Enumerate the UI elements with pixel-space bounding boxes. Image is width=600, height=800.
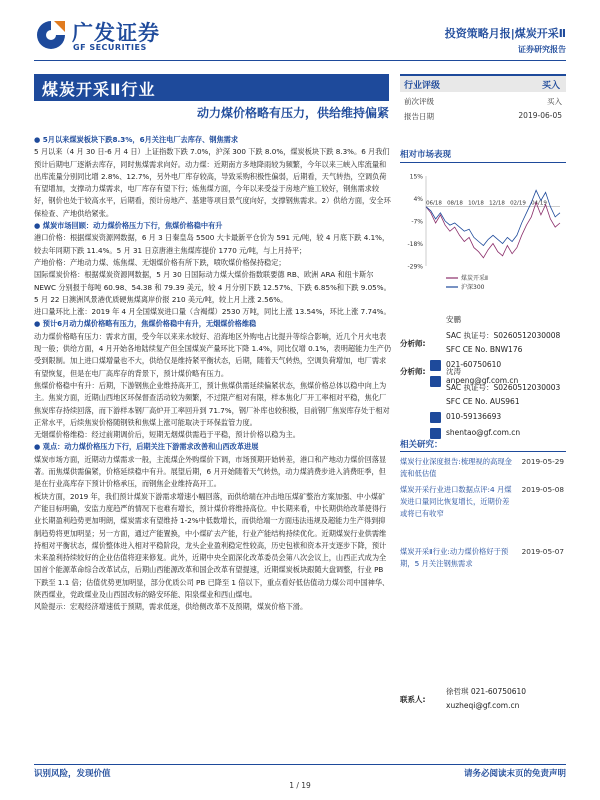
industry-title: 煤炭开采Ⅱ行业 bbox=[42, 80, 156, 99]
paragraph-anthracite: 无烟煤价格维稳：经过前期调价后，短期无烟煤供需趋于平稳，预计价格以稳为主。 bbox=[34, 430, 300, 440]
section-heading-4: ● 观点：动力煤价格压力下行，后期关注下游需求改善和山西改革进展 bbox=[34, 442, 259, 452]
analyst-sac: SAC 执证号：S0260512030008 bbox=[446, 331, 561, 340]
y-tick-label: -18% bbox=[407, 241, 423, 248]
related-item-text[interactable]: 煤炭开采Ⅱ行业:动力煤价格好于预期，5 月关注钢焦需求 bbox=[400, 547, 509, 568]
related-item-text[interactable]: 煤炭开采行业进口数据点评:4 月煤炭进口量同比恢复增长，近期价差或将已有收窄 bbox=[400, 485, 512, 518]
page-header bbox=[0, 0, 600, 62]
related-item-text[interactable]: 煤炭行业深度报告:梳理视的高现金流和低估值 bbox=[400, 457, 512, 478]
series-line-2 bbox=[426, 190, 560, 245]
bullet-icon: ● bbox=[34, 135, 43, 144]
report-date-row bbox=[404, 111, 562, 122]
analyst-phone: 010-59136693 bbox=[446, 412, 502, 421]
contact-name: 徐哲琪 021-60750610 bbox=[446, 687, 527, 696]
y-tick-label: 4% bbox=[413, 196, 423, 203]
prev-rating-row bbox=[404, 96, 562, 107]
bullet-icon: ● bbox=[34, 442, 43, 452]
rating-value: 买入 bbox=[541, 81, 560, 91]
paragraph-sector-view: 板块方面，2019 年，我们预计煤炭下游需求增速小幅回落，而供给端在冲击地压煤矿整治方案加强、中小煤矿产能目标明确，安监力度趋严的情况下也难有增长，预计煤价将维持高位。中长期来看，中长期供给改革使得行业长期盈利趋势更加明朗，煤炭需求有望维持 1-2%中低数增长，而供给端一方面违法违规及超能力生产得到抑制趋势将更加明显；另一方面，通过产能置换，中小煤矿去产能，行业产能结构持续优化。近期煤炭行业供需维持相对平衡状态，煤价整体进入相对平稳阶段，龙头企业盈利稳定性较高，历史包袱和资本开支逐步下降，预计未来盈利持续较好的企业估值将迎来修复。此外，近期中央全面深化改革委员会第八次会议上，山西正式成为全国首个能源革命综合改革试点，后期山西能源改革和国企改革有望提速，近期煤炭板块跟随大盘调整，行业 PB 下跌至 1.1 倍；估值优势更加明显，部分优质公司 PB 已降至 1 倍以下，重点看好低估值动力煤公司中国神华、陕西煤业，党政煤业及山西国改标的路安环能、阳泉煤业和西山煤电。 bbox=[34, 491, 390, 599]
paragraph-port-price: 港口价格：根据煤炭资源网数据，6 月 3 日秦皇岛 5500 大卡最新平仓价为 591 元/吨，较 4 月底下跌 4.1%，较去年同期下跌 11.4%。5 月 31 日京唐港主焦煤库提价 1770 元/吨，与上月持平； bbox=[34, 233, 390, 255]
analyst-email[interactable]: shentao@gf.com.cn bbox=[446, 428, 521, 437]
related-item[interactable] bbox=[400, 546, 566, 570]
report-subtype: 证券研究报告 bbox=[518, 45, 566, 54]
analyst-label: 分析师: bbox=[400, 339, 426, 348]
logo-text-en: GF SECURITIES bbox=[73, 43, 147, 52]
rating-bar bbox=[400, 74, 566, 92]
related-item-date: 2019-05-08 bbox=[521, 485, 564, 494]
y-tick-label: -29% bbox=[407, 263, 423, 271]
footer-divider bbox=[34, 764, 566, 765]
legend-label: 沪深300 bbox=[461, 284, 485, 291]
paragraph-1: 5 月以来（4 月 30 日-6 月 4 日）上证指数下跌 7.0%，沪深 300 下跌 8.0%，煤炭板块下跌 8.3%。6 月我们预计后期电厂逐渐去库存，同时焦煤需求向好。动力煤：近期南方多地降雨较为频繁，今年以来三峡入库流量和出库流量分别同比增 2.8%、12.7%，另外电厂库存较高，导致采购积极性偏弱，后期看，天气转热，空调负荷有望增加，支撑动力煤需求，电厂库存有望下行；炼焦煤方面，今年以来受益于房地产施工较好，钢焦需求较好，钢价也处于较高水平，后期看，预计房地产、基建等项目景气度向好，支撑钢焦需求。2）供给方面，安全环保检查、产地供给紧张。 bbox=[34, 147, 391, 218]
series-line-1 bbox=[426, 200, 560, 258]
page-number: 1 / 19 bbox=[289, 781, 311, 790]
section-heading-1: ● 5月以来煤炭板块下跌8.3%，6月关注电厂去库存、钢焦需求 bbox=[34, 135, 239, 144]
title-banner bbox=[34, 74, 389, 101]
bullet-icon: ● bbox=[34, 221, 43, 231]
analyst-name: 沈涛 bbox=[446, 367, 461, 376]
bullet-icon: ● bbox=[34, 319, 43, 329]
report-type: 投资策略月报|煤炭开采Ⅱ bbox=[444, 27, 566, 40]
analyst-sfc: SFC CE No. BNW176 bbox=[446, 345, 523, 354]
analyst-name: 安鹏 bbox=[446, 315, 461, 324]
paragraph-import: 进口量环比上涨：2019 年 4 月全国煤炭进口量（含褐煤）2530 万吨，同比上涨 13.54%，环比上涨 7.74%。 bbox=[34, 307, 391, 317]
paragraph-coking-coal: 焦煤价格稳中有升：后期，下游钢焦企业维持高开工，预计焦煤供需延续偏紧状态，焦煤价格总体以稳中向上为主。焦炭方面，近期山西地区环保督查活动较为频繁，不过限产相对有限，样本焦化厂开工率相对平稳，焦化厂焦炭库存持续回落，而下游样本钢厂高炉开工率回升到 71.7%，钢厂补库也较积极，目前钢厂焦炭库存处于相对正常水平，后续焦炭价格随钢铁和焦煤上涨可能取决于环保监管力度。 bbox=[34, 380, 390, 427]
x-tick-label: 10/18 bbox=[468, 200, 484, 207]
y-tick-label: 15% bbox=[409, 173, 423, 181]
paragraph-risk: 风险提示：宏观经济增速低于预期，需求低迷，供给侧改革不及预期，煤炭价格下滑。 bbox=[34, 602, 308, 612]
x-tick-label: 04/19 bbox=[531, 200, 547, 207]
paragraph-market-view: 煤炭市场方面，近期动力煤需求一般，主流煤企外购煤价下调，市场预期开始转差，港口和产地动力煤价回落显著。而焦煤供需偏紧，价格延续稳中有升。展望后期，6 月开始随着天气转热，动力煤消费步进入消费旺季，但是在行业高库存下预计价格承压，而钢焦企业维持高开工。 bbox=[34, 454, 387, 489]
footer-slogan: 识别风险，发现价值 bbox=[34, 769, 111, 779]
report-date-label: 报告日期 bbox=[404, 112, 434, 121]
prev-rating-value: 买入 bbox=[547, 97, 562, 106]
related-item-date: 2019-05-07 bbox=[521, 547, 564, 556]
x-tick-label: 12/18 bbox=[489, 200, 505, 207]
analyst-sac: SAC 执证号：S0260512030003 bbox=[446, 383, 561, 392]
contact-label: 联系人: bbox=[400, 695, 426, 704]
gf-logo-icon bbox=[34, 18, 68, 52]
y-tick-label: -7% bbox=[411, 218, 423, 226]
analyst-sfc: SFC CE No. AUS961 bbox=[446, 397, 520, 406]
logo-text-cn: 广发证券 bbox=[72, 21, 160, 45]
footer-disclaimer: 请务必阅读末页的免责声明 bbox=[463, 769, 566, 779]
chart-title: 相对市场表现 bbox=[400, 148, 566, 163]
prev-rating-label: 前次评级 bbox=[404, 97, 434, 106]
related-item[interactable] bbox=[400, 456, 566, 480]
report-subtitle: 动力煤价格略有压力，供给维持偏紧 bbox=[196, 106, 389, 120]
section-heading-3: ● 预计6月动力煤价格略有压力，焦煤价格稳中有升，无烟煤价格维稳 bbox=[34, 319, 257, 329]
paragraph-thermal-coal: 动力煤价格略有压力：需求方面，受今年以来来水较好、沿海地区外购电占比提升等综合影响，近几个月火电表现一般；供给方面，4 月开始各地陆续复产但全国煤炭产量环比下降 1.4%，同比仅增 0.1%，表明超能力生产仍受到限制。加上进口煤增量也不大，供给仅是维持紧平衡状态，后期，随着天气转热，空调负荷增加，电厂需求有望恢复，但是在电厂高库存的背景下，预计煤价略有压力。 bbox=[34, 331, 392, 378]
related-item[interactable] bbox=[400, 484, 566, 520]
analyst-label: 分析师: bbox=[400, 367, 426, 376]
section-heading-2: ● 煤炭市场回顾：动力煤价格压力下行，焦煤价格稳中有升 bbox=[34, 221, 223, 231]
paragraph-intl-price: 国际煤炭价格：根据煤炭资源网数据，5 月 30 日国际动力煤大煤价指数联要德 RB、欧洲 ARA 和纽卡斯尔 NEWC 分别报于每吨 60.98、54.38 和 79.39 美元，较 4 月分别下跌 12.57%、下跌 6.85%和下跌 9.05%。5 月 22 日澳洲风景港优质硬焦煤离岸价报 210 美元/吨，较上月上涨 2.56%。 bbox=[34, 270, 391, 304]
contact-email[interactable]: xuzheqi@gf.com.cn bbox=[446, 701, 520, 710]
header-divider bbox=[34, 60, 566, 61]
paragraph-origin-price: 产地价格：产地动力煤、炼焦煤、无烟煤价格有所下跌，喷吹煤价格保持稳定； bbox=[34, 257, 286, 267]
phone-icon bbox=[430, 412, 441, 423]
main-body bbox=[34, 134, 392, 614]
report-date-value: 2019-06-05 bbox=[518, 111, 562, 120]
x-tick-label: 02/19 bbox=[510, 200, 526, 207]
email-icon bbox=[430, 376, 441, 387]
legend-label: 煤炭开采Ⅱ bbox=[461, 275, 488, 282]
x-tick-label: 08/18 bbox=[447, 200, 463, 207]
x-tick-label: 06/18 bbox=[426, 200, 442, 207]
related-research-title: 相关研究： bbox=[400, 438, 566, 452]
phone-icon bbox=[430, 360, 441, 371]
related-item-date: 2019-05-29 bbox=[521, 457, 564, 466]
analyst-email[interactable]: anpeng@gf.com.cn bbox=[446, 376, 519, 385]
rating-label: 行业评级 bbox=[404, 81, 441, 91]
analyst-phone: 021-60750610 bbox=[446, 360, 502, 369]
